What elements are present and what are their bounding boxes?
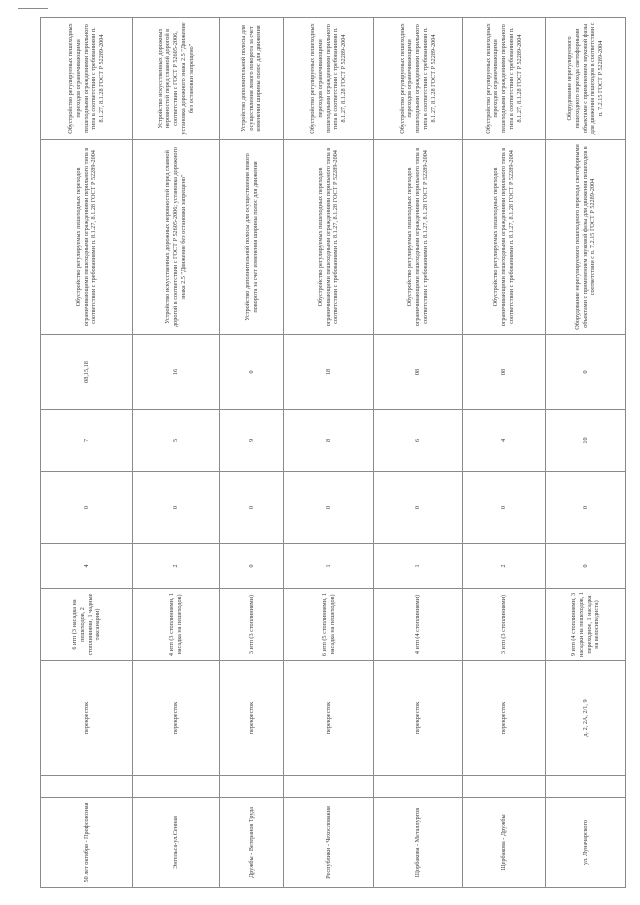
- count-1: 2: [463, 544, 546, 589]
- requirement-text: Устройство дополнительной полосы для осуществления левого поворота за счет изменения ширины полос для движения: [220, 18, 284, 140]
- count-1: 4: [41, 544, 133, 589]
- count-1: 0: [546, 544, 626, 589]
- requirement-text: Обустройство регулируемых пешеходных переходов ограничивающими пешеходными ограждениями перильного типа в соответствии с требованиями п. 8.1.27, 8.1.28 ГОСТ Р 52289-2004: [463, 18, 546, 140]
- table-row: [463, 18, 546, 888]
- table-row: [546, 18, 626, 888]
- object-type: перекресток: [463, 661, 546, 776]
- measure-text: Оборудование нерегулируемого пешеходного перехода светофорными объектами с применением звуковой фазы для движения пешеходов в соответствии с п. 7.2.15 ГОСТ Р 52289-2004: [546, 140, 626, 335]
- rotated-table-container: [40, 18, 625, 888]
- count-3: 4: [463, 410, 546, 472]
- composition: 3 итп (3 стоплиниями): [220, 589, 284, 661]
- count-4: 08,15,18: [41, 335, 133, 410]
- count-2: 0: [133, 472, 220, 544]
- count-1: 1: [374, 544, 463, 589]
- count-4: 08: [463, 335, 546, 410]
- object-type: перекресток: [220, 661, 284, 776]
- count-4: 0: [220, 335, 284, 410]
- composition: 9 итп (4 стоплиниями, 3 насадки на пешеходов, 1 переходное, 1 насадка на велосипедиста): [546, 589, 626, 661]
- count-2: 0: [220, 472, 284, 544]
- intersections-table: [40, 17, 626, 888]
- requirement-text: Устройство искусственных дорожных неровностей перед главной дорогой в соответствии с ГОСТ Р 52605-2006, установка дорожного знака 2.5 "Движение без остановки запрещено": [133, 18, 220, 140]
- page-corner-rule: [18, 0, 48, 9]
- composition: 6 итп (5 стоплиниями, 1 насадка на пешеходов): [284, 589, 374, 661]
- count-1: 1: [284, 544, 374, 589]
- table-row: [220, 18, 284, 888]
- count-4: 0: [546, 335, 626, 410]
- location-name: ул. Луначарского: [546, 798, 626, 888]
- count-3: 5: [133, 410, 220, 472]
- count-1: 2: [133, 544, 220, 589]
- count-2: 0: [374, 472, 463, 544]
- composition: 4 итп (4 стоплиниями): [374, 589, 463, 661]
- measure-text: Устройство искусственных дорожных неровностей перед главной дорогой в соответствии с ГОСТ Р 52605-2006; установка дорожного знака 2.5 "Движение без остановки запрещено": [133, 140, 220, 335]
- object-type: перекресток: [41, 661, 133, 776]
- count-4: 18: [284, 335, 374, 410]
- count-2: 0: [546, 472, 626, 544]
- measure-text: Обустройство регулируемых пешеходных переходов ограничивающими пешеходными ограждениями перильного типа в соответствии с требованиями п. 8.1.27, 8.1.28 ГОСТ Р 52289-2004: [463, 140, 546, 335]
- measure-text: Обустройство регулируемых пешеходных переходов ограничивающими пешеходными ограждениями перильного типа в соответствии с требованиями п. 8.1.27, 8.1.28 ГОСТ Р 52289-2004: [284, 140, 374, 335]
- count-2: 0: [41, 472, 133, 544]
- location-name: Щорбакова - Металлургов: [374, 798, 463, 888]
- measure-text: Обустройство регулируемых пешеходных переходов ограничивающими пешеходными ограждениями перильного типа в соответствии с требованиями п. 8.1.27, 8.1.28 ГОСТ Р 52289-2004: [41, 140, 133, 335]
- count-3: 6: [374, 410, 463, 472]
- location-name: Энгельса-ул.Сенная: [133, 798, 220, 888]
- requirement-text: Обустройство регулируемых пешеходных переходов ограничивающими пешеходными ограждениями перильного типа в соответствии с требованиями п. 8.1.27, 8.1.28 ГОСТ Р 52289-2004: [284, 18, 374, 140]
- count-2: 0: [463, 472, 546, 544]
- count-4: 16: [133, 335, 220, 410]
- table-row: [41, 18, 133, 888]
- requirement-text: Оборудование нерегулируемого пешеходного перехода светофорными объектами с применением звуковой фазы для движения пешеходов в соответствии с п. 7.2.15 ГОСТ Р 52289-2004: [546, 18, 626, 140]
- object-type: д. 2, 2А, 2/1, 9: [546, 661, 626, 776]
- requirement-text: Обустройство регулируемых пешеходных переходов ограничивающими пешеходными ограждениями перильного типа в соответствии с требованиями п. 8.1.27, 8.1.28 ГОСТ Р 52289-2004: [41, 18, 133, 140]
- location-name: Дружбы - Ветеранов Труда: [220, 798, 284, 888]
- location-name: Республики - Чехословакия: [284, 798, 374, 888]
- count-4: 08: [374, 335, 463, 410]
- table-row: [133, 18, 220, 888]
- requirement-text: Обустройство регулируемых пешеходных переходов ограничивающими пешеходными ограждениями перильного типа в соответствии с требованиями п. 8.1.27, 8.1.28 ГОСТ Р 52289-2004: [374, 18, 463, 140]
- count-2: 0: [284, 472, 374, 544]
- object-type: перекресток: [374, 661, 463, 776]
- table-row: [374, 18, 463, 888]
- object-type: перекресток: [133, 661, 220, 776]
- count-3: 8: [284, 410, 374, 472]
- location-name: 50 лет октября - Профсоюзная: [41, 798, 133, 888]
- measure-text: Устройство дополнительной полосы для осуществления левого поворота за счет изменения ширины полос для движения: [220, 140, 284, 335]
- location-name: Щербакова - Дружбы: [463, 798, 546, 888]
- table-row: [284, 18, 374, 888]
- count-3: 9: [220, 410, 284, 472]
- composition: 6 итп (3 насадка на пешеходов, 2 стоплиниями, 1 чадные таксанарии): [41, 589, 133, 661]
- object-type: перекресток: [284, 661, 374, 776]
- composition: 3 итп (3 стоплиниями): [463, 589, 546, 661]
- measure-text: Обустройство регулируемых пешеходных переходов ограничивающими пешеходными ограждениями перильного типа в соответствии с требованиями п. 8.1.27, 8.1.28 ГОСТ Р 52289-2004: [374, 140, 463, 335]
- count-3: 7: [41, 410, 133, 472]
- count-3: 10: [546, 410, 626, 472]
- composition: 4 итп (3 стоплиниями, 1 насадка на пешеходов): [133, 589, 220, 661]
- count-1: 0: [220, 544, 284, 589]
